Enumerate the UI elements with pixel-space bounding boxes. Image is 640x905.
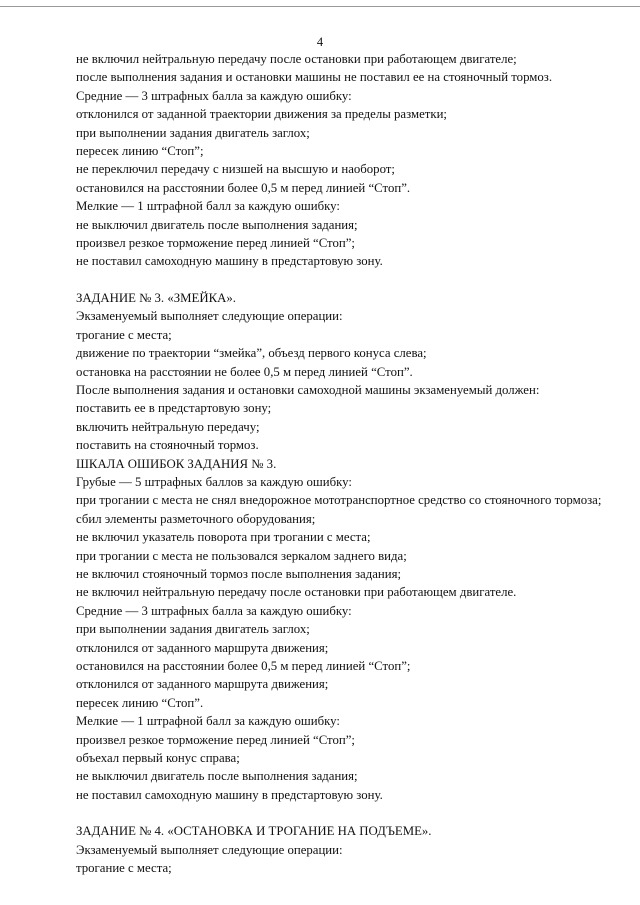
text-line: отклонился от заданного маршрута движения; <box>76 640 329 655</box>
text-line: Экзаменуемый выполняет следующие операции: <box>76 842 343 857</box>
text-line: не включил указатель поворота при трогании с места; <box>76 530 371 545</box>
text-line: Средние — 3 штрафных балла за каждую ошибку: <box>76 603 352 618</box>
text-line: отклонился от заданной траектории движения за пределы разметки; <box>76 107 447 122</box>
scan-top-edge <box>0 6 640 7</box>
text-line: сбил элементы разметочного оборудования; <box>76 511 316 526</box>
text-line: поставить на стояночный тормоз. <box>76 438 259 453</box>
text-line: остановился на расстоянии более 0,5 м перед линией “Стоп”. <box>76 180 411 195</box>
text-line: при выполнении задания двигатель заглох; <box>76 622 310 637</box>
text-line: трогание с места; <box>76 861 172 876</box>
section-heading: ШКАЛА ОШИБОК ЗАДАНИЯ № 3. <box>76 456 277 471</box>
text-line: Экзаменуемый выполняет следующие операции: <box>76 309 343 324</box>
page-number: 4 <box>316 35 324 49</box>
section-heading: ЗАДАНИЕ № 3. «ЗМЕЙКА». <box>76 290 236 305</box>
text-line: произвел резкое торможение перед линией “Стоп”; <box>76 732 355 747</box>
text-line: не поставил самоходную машину в предстартовую зону. <box>76 254 383 269</box>
text-line: остановился на расстоянии более 0,5 м перед линией “Стоп”; <box>76 659 411 673</box>
text-line: отклонился от заданного маршрута движения; <box>76 677 329 692</box>
text-line: Мелкие — 1 штрафной балл за каждую ошибку: <box>76 714 340 729</box>
text-line: не включил нейтральную передачу после остановки при работающем двигателе; <box>76 52 517 66</box>
text-line: не поставил самоходную машину в предстартовую зону. <box>76 787 383 802</box>
text-line: при выполнении задания двигатель заглох; <box>76 125 310 140</box>
text-line: Мелкие — 1 штрафной балл за каждую ошибку: <box>76 199 340 214</box>
text-line: остановка на расстоянии не более 0,5 м перед линией “Стоп”. <box>76 364 413 379</box>
text-line: при трогании с места не снял внедорожное мототранспортное средство со стояночного тормоза; <box>76 493 602 508</box>
text-line: после выполнения задания и остановки машины не поставил ее на стояночный тормоз. <box>76 70 553 85</box>
text-line: пересек линию “Стоп”; <box>76 144 204 159</box>
text-line: включить нейтральную передачу; <box>76 419 260 434</box>
text-line: не выключил двигатель после выполнения задания; <box>76 217 358 232</box>
text-line: объехал первый конус справа; <box>76 751 240 766</box>
text-line: не включил нейтральную передачу после остановки при работающем двигателе. <box>76 585 517 600</box>
text-line: движение по траектории “змейка”, объезд первого конуса слева; <box>76 346 427 361</box>
text-line: трогание с места; <box>76 327 172 342</box>
text-line: После выполнения задания и остановки самоходной машины экзаменуемый должен: <box>76 382 540 397</box>
section-heading: ЗАДАНИЕ № 4. «ОСТАНОВКА И ТРОГАНИЕ НА ПОДЪЕМЕ». <box>76 824 432 839</box>
text-line: Средние — 3 штрафных балла за каждую ошибку: <box>76 88 352 103</box>
text-line: не выключил двигатель после выполнения задания; <box>76 769 358 784</box>
text-line: пересек линию “Стоп”. <box>76 695 204 710</box>
text-line: не включил стояночный тормоз после выполнения задания; <box>76 566 402 581</box>
text-line: не переключил передачу с низшей на высшую и наоборот; <box>76 162 395 177</box>
text-line: Грубые — 5 штрафных баллов за каждую ошибку: <box>76 474 352 489</box>
text-line: произвел резкое торможение перед линией “Стоп”; <box>76 236 355 251</box>
document-body <box>76 50 616 877</box>
text-line: поставить ее в предстартовую зону; <box>76 401 272 416</box>
text-line: при трогании с места не пользовался зеркалом заднего вида; <box>76 548 407 563</box>
